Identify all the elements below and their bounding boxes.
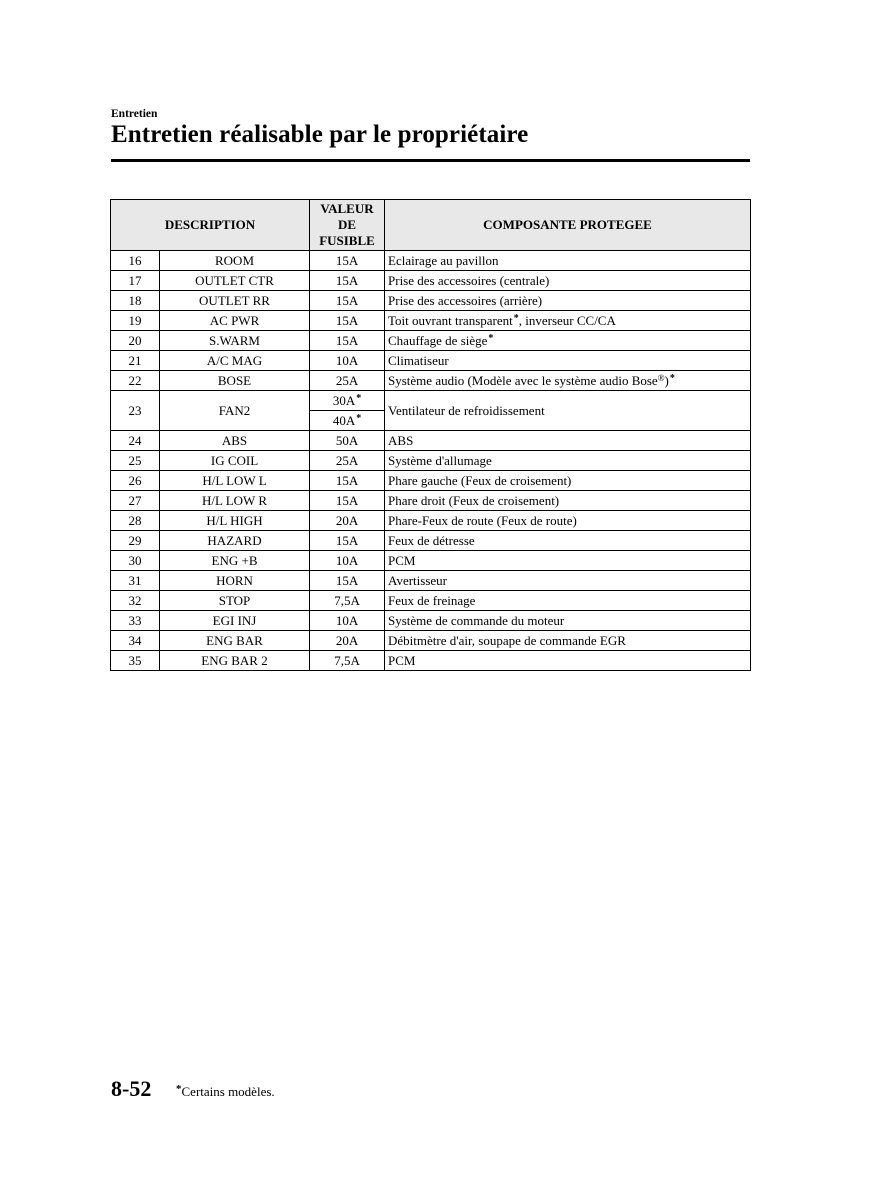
fuse-value: 15A (310, 291, 385, 311)
fuse-component-text: Toit ouvrant transparent (388, 313, 513, 328)
table-row (111, 431, 751, 451)
fuse-value: 20A (310, 511, 385, 531)
fuse-number: 19 (111, 311, 160, 331)
fuse-value (310, 411, 385, 431)
table-row (111, 531, 751, 551)
fuse-description: ENG BAR (160, 631, 310, 651)
registered-icon: ® (657, 373, 665, 383)
table-row (111, 271, 751, 291)
fuse-description: A/C MAG (160, 351, 310, 371)
fuse-number: 34 (111, 631, 160, 651)
fuse-value: 15A (310, 311, 385, 331)
fuse-component (385, 331, 751, 351)
asterisk-icon: * (669, 373, 675, 384)
header-valeur (310, 200, 385, 251)
fuse-component-text-tail: , inverseur CC/CA (518, 313, 616, 328)
fuse-component: Climatiseur (385, 351, 751, 371)
table-row (111, 651, 751, 671)
table-row (111, 311, 751, 331)
fuse-description: BOSE (160, 371, 310, 391)
fuse-component: Phare-Feux de route (Feux de route) (385, 511, 751, 531)
header-valeur-line3: FUSIBLE (319, 233, 375, 248)
fuse-number: 24 (111, 431, 160, 451)
fuse-number: 18 (111, 291, 160, 311)
header-valeur-line1: VALEUR (320, 201, 374, 216)
fuse-component: Phare gauche (Feux de croisement) (385, 471, 751, 491)
fuse-number: 25 (111, 451, 160, 471)
fuse-number: 31 (111, 571, 160, 591)
fuse-description: HAZARD (160, 531, 310, 551)
asterisk-icon: * (356, 413, 362, 424)
fuse-description: FAN2 (160, 391, 310, 431)
fuse-value: 15A (310, 491, 385, 511)
fuse-value: 15A (310, 271, 385, 291)
fuse-description: ROOM (160, 251, 310, 271)
fuse-description: ENG BAR 2 (160, 651, 310, 671)
fuse-value: 10A (310, 351, 385, 371)
fuse-component: Débitmètre d'air, soupape de commande EGR (385, 631, 751, 651)
fuse-value: 20A (310, 631, 385, 651)
table-row (111, 371, 751, 391)
fuse-component: Système de commande du moteur (385, 611, 751, 631)
page-title: Entretien réalisable par le propriétaire (111, 121, 529, 148)
asterisk-icon: * (176, 1083, 182, 1095)
table-row (111, 631, 751, 651)
header-composante: COMPOSANTE PROTEGEE (385, 200, 751, 251)
fuse-component: Ventilateur de refroidissement (385, 391, 751, 431)
header-description: DESCRIPTION (111, 200, 310, 251)
fuse-number: 17 (111, 271, 160, 291)
fuse-component: PCM (385, 551, 751, 571)
fuse-value: 10A (310, 611, 385, 631)
table-header-row (111, 200, 751, 251)
table-row (111, 251, 751, 271)
fuse-component: Eclairage au pavillon (385, 251, 751, 271)
fuse-description: AC PWR (160, 311, 310, 331)
footnote (176, 1083, 275, 1100)
fuse-number: 32 (111, 591, 160, 611)
asterisk-icon: * (513, 313, 519, 324)
header-valeur-line2: DE (337, 217, 357, 232)
fuse-description: H/L LOW R (160, 491, 310, 511)
fuse-component: Feux de détresse (385, 531, 751, 551)
table-row (111, 451, 751, 471)
fuse-component-text: Chauffage de siège (388, 333, 488, 348)
fuse-description: ABS (160, 431, 310, 451)
table-row (111, 291, 751, 311)
table-row (111, 511, 751, 531)
fuse-number: 30 (111, 551, 160, 571)
fuse-description: IG COIL (160, 451, 310, 471)
fuse-number: 22 (111, 371, 160, 391)
fuse-component: Feux de freinage (385, 591, 751, 611)
fuse-value: 7,5A (310, 591, 385, 611)
fuse-description: H/L HIGH (160, 511, 310, 531)
fuse-value: 10A (310, 551, 385, 571)
table-row (111, 551, 751, 571)
fuse-component: Système d'allumage (385, 451, 751, 471)
fuse-value (310, 391, 385, 411)
table-row (111, 611, 751, 631)
table-row (111, 331, 751, 351)
fuse-value: 25A (310, 451, 385, 471)
fuse-description: HORN (160, 571, 310, 591)
fuse-table (110, 199, 751, 671)
fuse-value: 50A (310, 431, 385, 451)
fuse-description: S.WARM (160, 331, 310, 351)
page-number: 8-52 (111, 1076, 152, 1101)
fuse-description: OUTLET RR (160, 291, 310, 311)
asterisk-icon: * (356, 393, 362, 404)
fuse-value: 15A (310, 471, 385, 491)
fuse-component: Prise des accessoires (arrière) (385, 291, 751, 311)
fuse-number: 28 (111, 511, 160, 531)
fuse-number: 26 (111, 471, 160, 491)
fuse-value: 15A (310, 331, 385, 351)
section-label: Entretien (111, 108, 158, 120)
title-rule (111, 159, 750, 162)
fuse-component-text: Système audio (Modèle avec le système audio Bose (388, 373, 658, 388)
fuse-value: 15A (310, 571, 385, 591)
fuse-number: 16 (111, 251, 160, 271)
fuse-description: ENG +B (160, 551, 310, 571)
fuse-number: 21 (111, 351, 160, 371)
fuse-number: 33 (111, 611, 160, 631)
fuse-value-text: 40A (332, 413, 356, 428)
footnote-text: Certains modèles. (181, 1084, 275, 1099)
fuse-number: 35 (111, 651, 160, 671)
fuse-component: Prise des accessoires (centrale) (385, 271, 751, 291)
fuse-component: Phare droit (Feux de croisement) (385, 491, 751, 511)
table-row (111, 471, 751, 491)
table-row (111, 571, 751, 591)
fuse-number: 20 (111, 331, 160, 351)
fuse-component: ABS (385, 431, 751, 451)
table-row (111, 351, 751, 371)
fuse-component: Avertisseur (385, 571, 751, 591)
fuse-value: 15A (310, 531, 385, 551)
fuse-number: 29 (111, 531, 160, 551)
fuse-component (385, 371, 751, 391)
table-row (111, 391, 751, 411)
fuse-description: EGI INJ (160, 611, 310, 631)
fuse-value-text: 30A (332, 393, 356, 408)
fuse-component (385, 311, 751, 331)
fuse-number: 27 (111, 491, 160, 511)
table-row (111, 491, 751, 511)
fuse-value: 7,5A (310, 651, 385, 671)
table-row (111, 591, 751, 611)
fuse-value: 25A (310, 371, 385, 391)
fuse-number: 23 (111, 391, 160, 431)
asterisk-icon: * (488, 333, 494, 344)
fuse-description: H/L LOW L (160, 471, 310, 491)
fuse-value: 15A (310, 251, 385, 271)
fuse-description: STOP (160, 591, 310, 611)
fuse-description: OUTLET CTR (160, 271, 310, 291)
fuse-component-text-tail: ) (664, 373, 669, 388)
fuse-component: PCM (385, 651, 751, 671)
